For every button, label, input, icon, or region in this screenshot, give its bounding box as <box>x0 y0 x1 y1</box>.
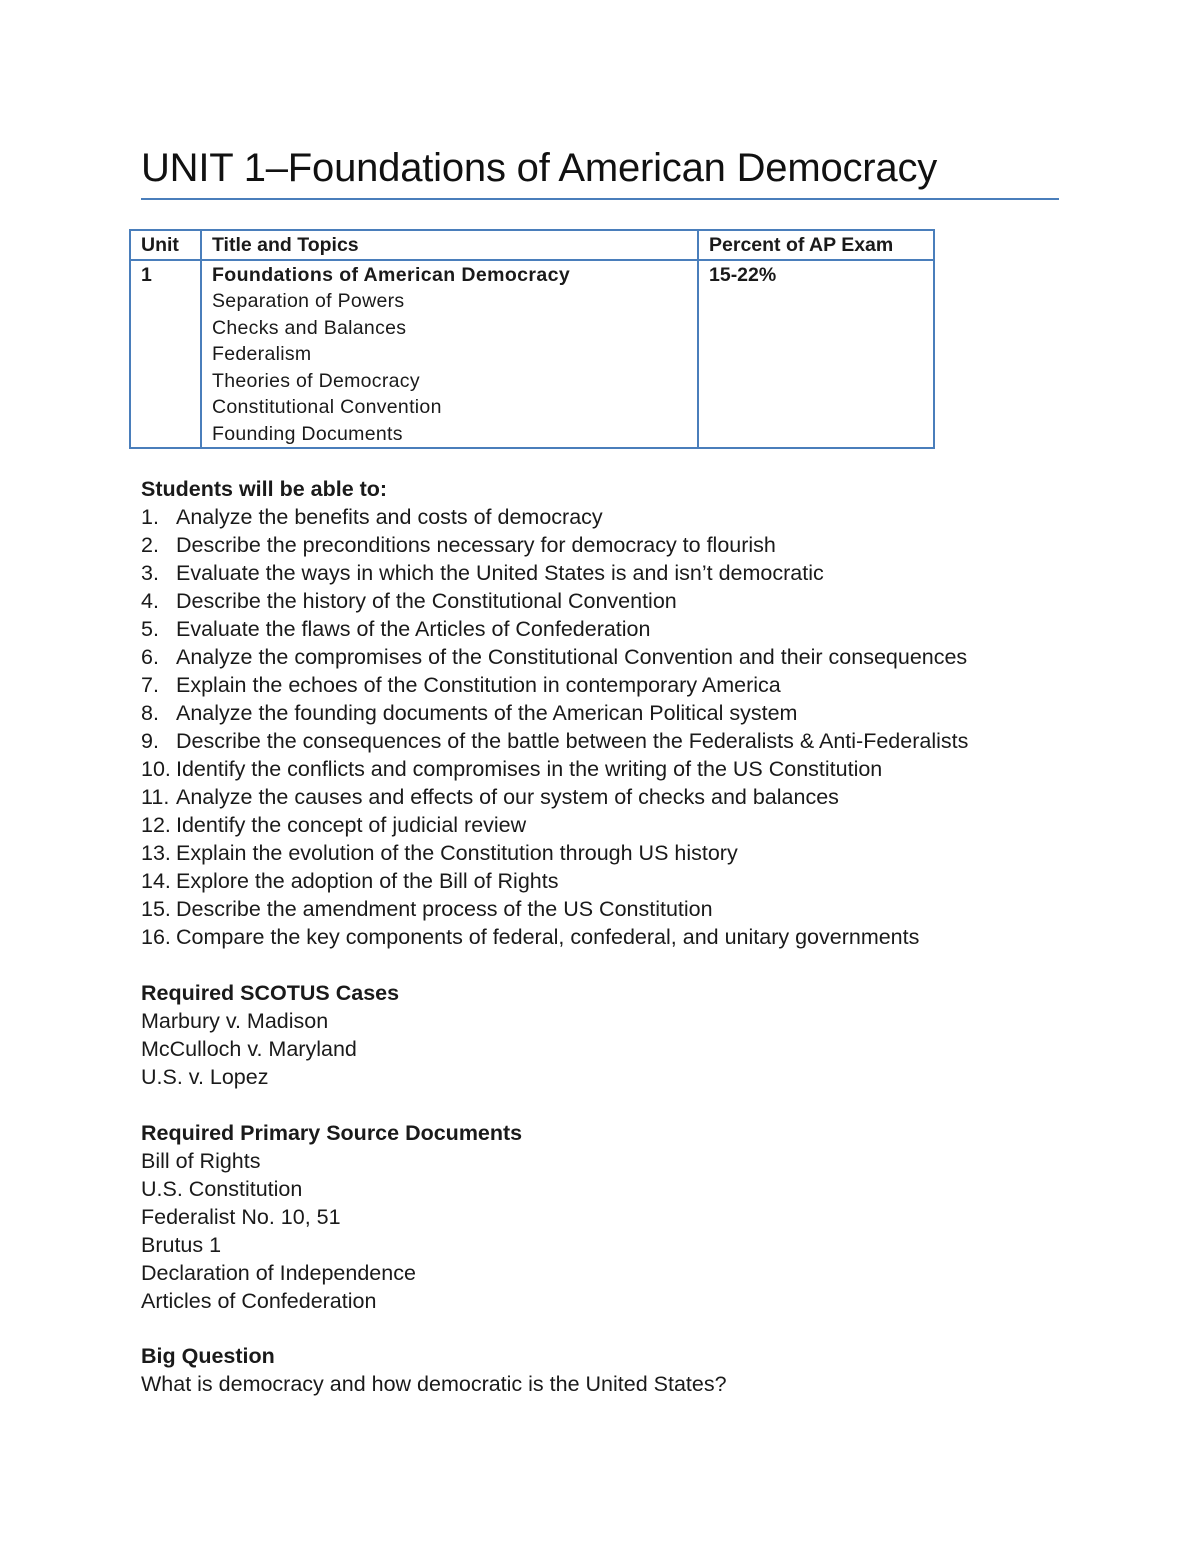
list-item <box>141 503 968 531</box>
objectives-section <box>141 475 968 951</box>
item-text: Explain the echoes of the Constitution in contemporary America <box>176 673 781 697</box>
header-percent: Percent of AP Exam <box>698 230 934 260</box>
list-item: Declaration of Independence <box>141 1261 416 1285</box>
item-text: Describe the history of the Constitutional Convention <box>176 589 677 613</box>
item-text: Compare the key components of federal, confederal, and unitary governments <box>176 925 920 949</box>
list-item <box>141 615 968 643</box>
scotus-list <box>141 1007 399 1091</box>
big-question-text: What is democracy and how democratic is the United States? <box>141 1372 727 1396</box>
list-item <box>141 531 968 559</box>
list-item <box>141 839 968 867</box>
item-text: Analyze the causes and effects of our system of checks and balances <box>176 785 839 809</box>
topic-item: Theories of Democracy <box>212 369 420 392</box>
topic-item: Founding Documents <box>212 422 403 445</box>
list-item: Bill of Rights <box>141 1149 261 1173</box>
item-number: 5. <box>141 617 159 641</box>
topic-item: Federalism <box>212 343 312 365</box>
item-number: 13. <box>141 841 171 865</box>
list-item: U.S. v. Lopez <box>141 1065 269 1089</box>
list-item <box>141 643 968 671</box>
unit-title: Foundations of American Democracy <box>212 263 571 286</box>
item-text: Explore the adoption of the Bill of Rights <box>176 869 559 893</box>
item-text: Describe the amendment process of the US Constitution <box>176 897 713 921</box>
primary-sources-section <box>141 1119 522 1315</box>
cell-unit-number: 1 <box>130 260 201 449</box>
header-unit: Unit <box>130 230 201 260</box>
list-item <box>141 699 968 727</box>
item-number: 15. <box>141 897 171 921</box>
item-text: Analyze the benefits and costs of democracy <box>176 505 603 529</box>
item-number: 9. <box>141 729 159 753</box>
topic-item: Separation of Powers <box>212 290 405 312</box>
list-item: Brutus 1 <box>141 1233 222 1257</box>
page-title: UNIT 1–Foundations of American Democracy <box>141 146 938 190</box>
list-item <box>141 559 968 587</box>
list-item <box>141 783 968 811</box>
scotus-heading: Required SCOTUS Cases <box>141 981 400 1005</box>
objectives-heading: Students will be able to: <box>141 477 388 501</box>
item-text: Analyze the compromises of the Constitutional Convention and their consequences <box>176 645 968 669</box>
list-item <box>141 895 968 923</box>
cell-title-topics <box>201 260 698 449</box>
cell-exam-percent: 15-22% <box>698 260 934 449</box>
item-number: 2. <box>141 533 159 557</box>
item-number: 12. <box>141 813 171 837</box>
list-item: McCulloch v. Maryland <box>141 1037 357 1061</box>
item-number: 3. <box>141 561 159 585</box>
unit-table <box>129 229 935 449</box>
scotus-section <box>141 979 399 1091</box>
primary-sources-heading: Required Primary Source Documents <box>141 1121 523 1145</box>
item-text: Describe the preconditions necessary for democracy to flourish <box>176 533 776 557</box>
list-item <box>141 811 968 839</box>
list-item <box>141 671 968 699</box>
objectives-list <box>141 503 968 951</box>
topic-item: Constitutional Convention <box>212 396 442 418</box>
item-text: Analyze the founding documents of the American Political system <box>176 701 798 725</box>
list-item: Articles of Confederation <box>141 1289 377 1313</box>
item-number: 1. <box>141 505 159 529</box>
list-item <box>141 587 968 615</box>
table-header-row <box>130 230 934 260</box>
item-text: Describe the consequences of the battle between the Federalists & Anti-Federalists <box>176 729 969 753</box>
header-title-topics: Title and Topics <box>201 230 698 260</box>
big-question-section <box>141 1342 727 1398</box>
title-underline <box>141 198 1059 200</box>
topic-item: Checks and Balances <box>212 316 407 339</box>
list-item <box>141 923 968 951</box>
item-number: 7. <box>141 673 159 697</box>
item-number: 14. <box>141 869 171 893</box>
item-text: Evaluate the flaws of the Articles of Confederation <box>176 617 651 641</box>
list-item <box>141 727 968 755</box>
list-item <box>141 755 968 783</box>
item-text: Explain the evolution of the Constitution through US history <box>176 841 738 865</box>
list-item: U.S. Constitution <box>141 1177 303 1201</box>
item-number: 16. <box>141 925 171 949</box>
item-number: 10. <box>141 757 171 781</box>
item-number: 8. <box>141 701 159 725</box>
item-text: Identify the concept of judicial review <box>176 813 527 837</box>
item-number: 6. <box>141 645 159 669</box>
item-text: Evaluate the ways in which the United States is and isn’t democratic <box>176 561 824 585</box>
item-number: 11. <box>141 785 170 809</box>
primary-sources-list <box>141 1147 522 1315</box>
list-item: Federalist No. 10, 51 <box>141 1205 341 1229</box>
item-text: Identify the conflicts and compromises in the writing of the US Constitution <box>176 757 883 781</box>
big-question-heading: Big Question <box>141 1344 275 1368</box>
list-item: Marbury v. Madison <box>141 1009 329 1033</box>
table-row <box>130 260 934 449</box>
item-number: 4. <box>141 589 159 613</box>
list-item <box>141 867 968 895</box>
